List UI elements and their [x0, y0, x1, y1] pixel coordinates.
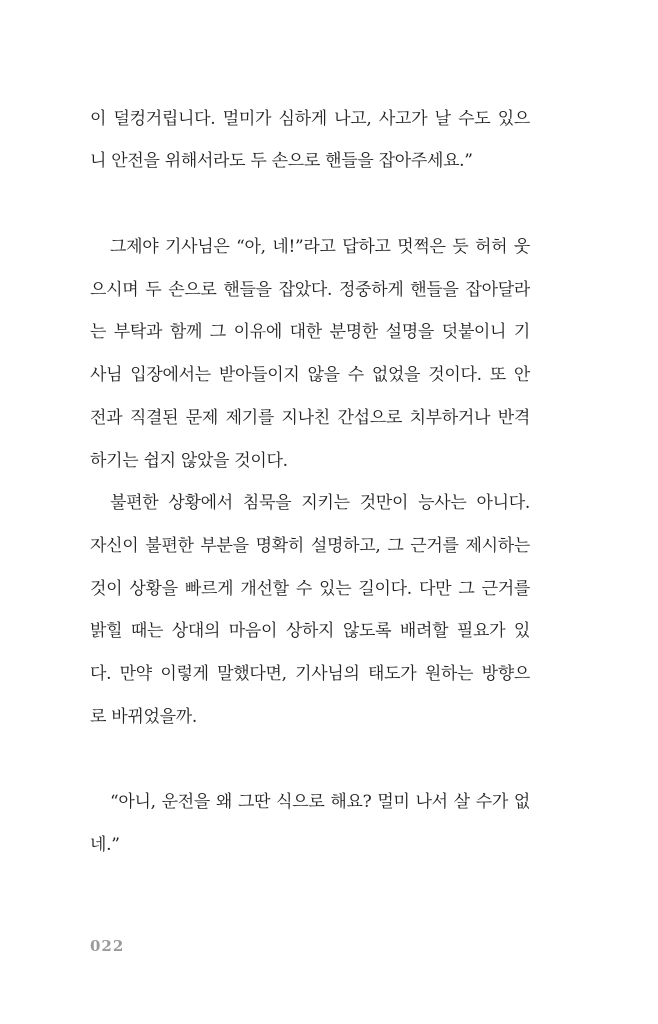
text-line: 네.”	[90, 835, 120, 855]
text-line: 불편한 상황에서 침묵을 지키는 것만이 능사는 아니다.	[110, 493, 530, 513]
text-line: 이 덜컹거립니다. 멀미가 심하게 나고, 사고가 날 수도 있으	[90, 109, 530, 129]
page-number: 022	[90, 937, 125, 955]
text-line: 다. 만약 이렇게 말했다면, 기사님의 태도가 원하는 방향으	[90, 664, 530, 684]
text-line: 사님 입장에서는 받아들이지 않을 수 없었을 것이다. 또 안	[90, 365, 530, 385]
text-line: “아니, 운전을 왜 그딴 식으로 해요? 멀미 나서 살 수가 없	[110, 792, 530, 812]
text-line: 하기는 쉽지 않았을 것이다.	[90, 451, 288, 471]
text-line: 것이 상황을 빠르게 개선할 수 있는 길이다. 다만 그 근거를	[90, 579, 530, 599]
text-line: 그제야 기사님은 “아, 네!”라고 답하고 멋쩍은 듯 허허 웃	[110, 237, 530, 257]
text-line: 으시며 두 손으로 핸들을 잡았다. 정중하게 핸들을 잡아달라	[90, 280, 530, 300]
text-line: 전과 직결된 문제 제기를 지나친 간섭으로 치부하거나 반격	[90, 408, 530, 428]
text-line: 로 바뀌었을까.	[90, 707, 197, 727]
text-line: 는 부탁과 함께 그 이유에 대한 분명한 설명을 덧붙이니 기	[90, 322, 530, 342]
text-line: 니 안전을 위해서라도 두 손으로 핸들을 잡아주세요.”	[90, 151, 473, 171]
text-line: 자신이 불편한 부분을 명확히 설명하고, 그 근거를 제시하는	[90, 536, 530, 556]
text-line: 밝힐 때는 상대의 마음이 상하지 않도록 배려할 필요가 있	[90, 621, 530, 641]
